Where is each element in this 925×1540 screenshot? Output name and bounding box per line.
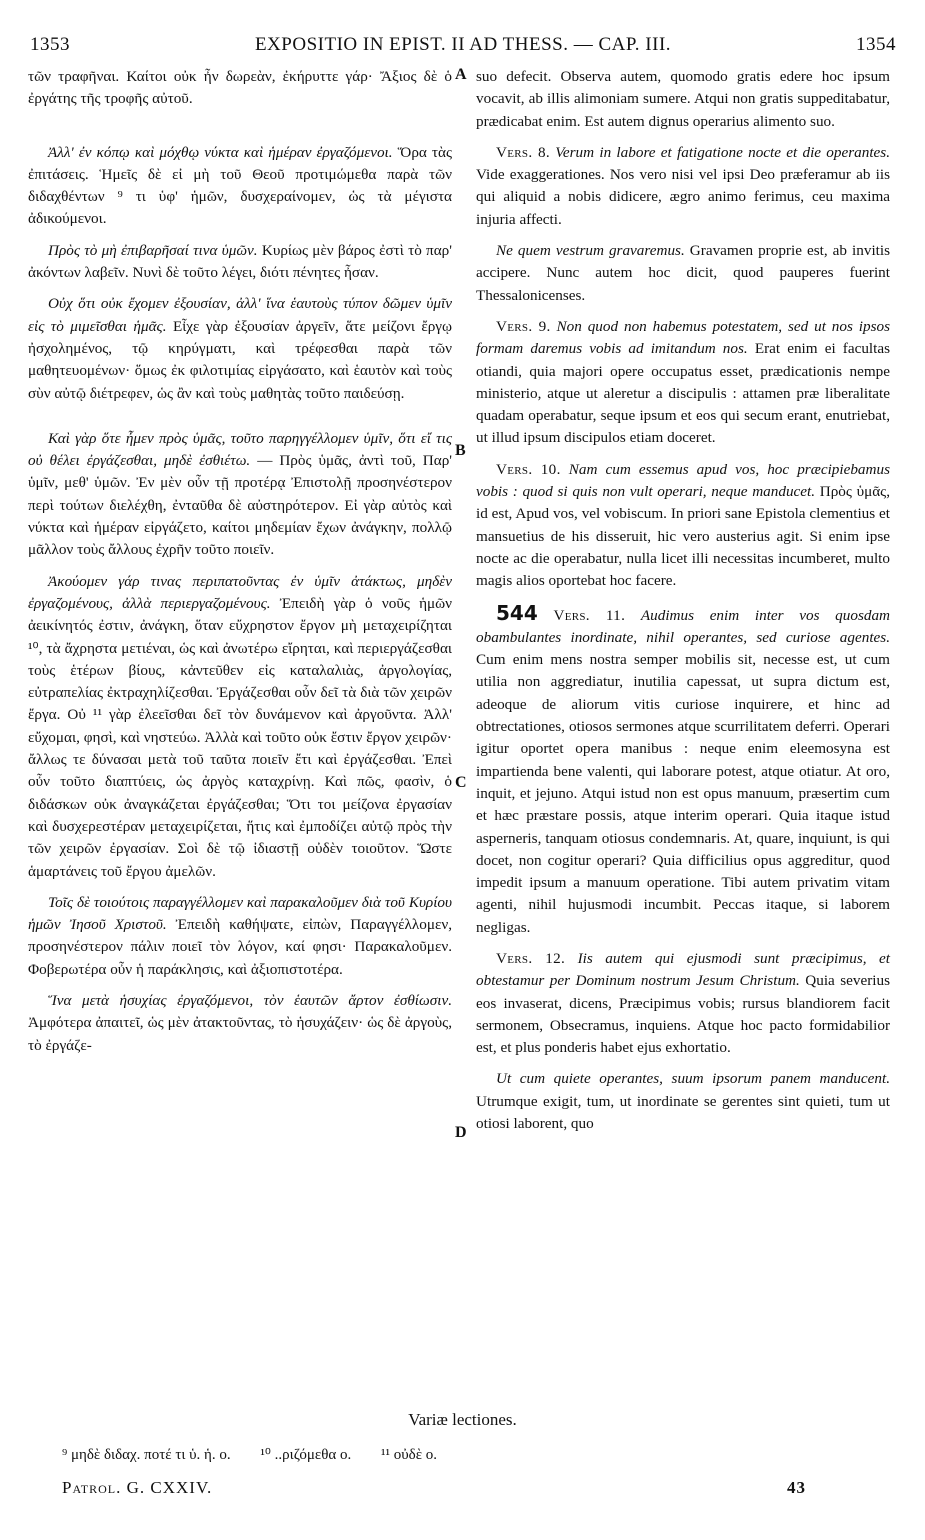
latin-commentary: Πρὸς ὑμᾶς, id est, Apud vos, vel vobiscum. In priori sane Epistola clementius et mansuetius de his disseruit, hic vero austerius agit. Si enim ipse nocte ac die operabatur, nulla licet illi necessitas incumberet, multo magis alios oportebat hoc facere. — [476, 483, 890, 590]
latin-paragraph — [476, 240, 890, 307]
latin-commentary: Gravamen proprie est, ab invitis accipere. Nunc autem hoc dicit, quod pauperes fuerint Thessalonicenses. — [476, 242, 891, 304]
greek-paragraph — [28, 892, 452, 981]
greek-commentary: Ὅρα τὰς ἐπιτάσεις. Ἡμεῖς δὲ εἰ μὴ τοῦ Θεοῦ προτιμώμεθα παρὰ τῶν διδαχθέντων ⁹ τι ὑφ' ἡμῶν, δυσχεραίνομεν, ὡς τὰ μέγιστα ἀδικούμενοι. — [28, 143, 453, 228]
greek-paragraph — [28, 571, 452, 883]
latin-commentary: Vide exaggerationes. Nos vero nisi vel ipsi Deo præferamur ab iis qui aliquid a nobis didicere, ægro animo ferimus, ceu maxima injuria affecti. — [476, 166, 890, 228]
verse-number: Vers. 10. — [496, 460, 561, 478]
latin-paragraph — [476, 316, 890, 450]
greek-paragraph — [28, 293, 452, 404]
verse-number: Vers. 12. — [496, 949, 566, 967]
latin-paragraph — [476, 142, 890, 231]
margin-letter-c: C — [455, 774, 467, 791]
right-column-number: 1354 — [856, 34, 896, 55]
margin-letter-a: A — [455, 66, 467, 83]
greek-commentary: Εἶχε γὰρ ἐξουσίαν ἀργεῖν, ἅτε μείζονι ἔργῳ ἠσχολημένος, τῷ κηρύγματι, καὶ τρέφεσθαι παρὰ τῶν μαθητευομένων· ὅμως ἐκ φιλοτιμίας εἰργάσατο, καὶ ἑαυτὸν καὶ τοὺς σὺν αὐτῷ διέτρεφεν, ὡς ἂν καὶ τοὺς μαθητὰς τοῦτο παιδεύσῃ. — [28, 317, 452, 402]
latin-commentary: Quia severius eos invaserat, dicens, Præcipimus vobis; rursus blandiorem facit sermonem, Obsecramus, inquiens. Atque hoc pacto formidabilior est, et plus ponderis habet ejus exhortatio. — [476, 972, 890, 1057]
latin-column — [476, 66, 890, 1144]
greek-paragraph: τῶν τραφῆναι. Καίτοι οὐκ ἦν δωρεὰν, ἐκήρυττε γάρ· Ἄξιος δὲ ὁ ἐργάτης τῆς τροφῆς αὐτοῦ. — [28, 68, 452, 108]
greek-lemma: Πρὸς τὸ μὴ ἐπιβαρῆσαί τινα ὑμῶν. — [48, 241, 258, 259]
latin-paragraph — [476, 948, 890, 1059]
greek-commentary: — Πρὸς ὑμᾶς, ἀντὶ τοῦ, Παρ' ὑμῖν, μεθ' ὑμῶν. Ἐν μὲν οὖν τῇ προτέρᾳ Ἐπιστολῇ προσηνέστερον περὶ τούτων διελέχθη, ἐνταῦθα δὲ αὐστηρότερον. Εἰ γὰρ αὐτὸς καὶ νύκτα καὶ ἡμέραν εἰργάζετο, καίτοι μηδεμίαν ἔχων ἀνάγκην, πολλῷ μᾶλλον τοὺς ἄλλους ἐχρῆν τοῦτο ποιεῖν. — [28, 452, 453, 559]
footnote: ¹⁰ ..ριζόμεθα ο. — [260, 1447, 352, 1463]
latin-lemma: Non quod non habemus potestatem, sed ut nos ipsos formam daremus vobis ad imitandum nos. — [476, 317, 891, 358]
greek-lemma: Καὶ γὰρ ὅτε ἦμεν πρὸς ὑμᾶς, τοῦτο παρηγγέλλομεν ὑμῖν, ὅτι εἴ τις οὐ θέλει ἐργάζεσθαι, μηδὲ ἐσθιέτω. — [28, 429, 452, 470]
variant-readings — [62, 1445, 882, 1464]
patrologia-volume: Patrol. G. CXXIV. — [62, 1478, 213, 1497]
greek-paragraph — [28, 240, 452, 285]
greek-commentary: Ἐπειδὴ γὰρ ὁ νοῦς ἡμῶν ἀεικίνητός ἐστιν, ἀνάγκη, ὅταν εὔχρηστον ἔργον μὴ μεταχειρίζηται ¹⁰, τὰ ἄχρηστα μετιέναι, ὡς καὶ ἀνωτέρω εἴρηται, καὶ περιεργάζεσθαι τοὺς ἑτέρων βίους, κἀντεῦθεν εἰς καταλαλιὰς, ἀργολογίας, εὐτραπελίας ἐκτραχηλίζεσθαι. Ἐργάζεσθαι οὖν δεῖ τὰ διὰ τῶν χειρῶν ἔργα. Οὐ ¹¹ γὰρ ἐλεεῖσθαι δεῖ τὸν δυνάμενον καὶ ἀργοῦντα. Ἀλλ' εὔχομαι, φησὶ, καὶ νηστεύω. Ἀλλὰ καὶ τοῦτο οὐκ ἔστιν ἔργον χειρῶν· ἄλλως τε δύνασαι μετὰ τοῦ ταῦτα ποιεῖν ἔτι καὶ ἐργάζεσθαι. Ἐπεὶ οὖν τοῦτο διαπτύεις, ὡς ἀργὸς καταχρίνῃ. Καὶ πῶς, φασὶν, ὁ διδάσκων οὐκ ἀναγκάζεται ἐργάζεσθαι; Ὅτι τοι μείζονα ἐργασίαν καὶ δυσχερεστέραν μεταχειρίζεται, ἥτις καὶ ἐμποδίζει αὐτῷ πρὸς τὴν τῶν χειρῶν ἐργασίαν. Σοὶ δὲ τῷ ἰδιαστῇ οὐδὲν τοιοῦτον. Ὥστε ἁμαρτάνεις τοῦ ἔργου ἀμελῶν. — [28, 594, 453, 880]
latin-paragraph — [476, 602, 890, 939]
footnote: ⁹ μηδὲ διδαχ. ποτέ τι ὑ. ἡ. ο. — [62, 1447, 231, 1463]
greek-lemma: Ἀκούομεν γάρ τινας περιπατοῦντας ἐν ὑμῖν ἀτάκτως, μηδὲν ἐργαζομένους, ἀλλὰ περιεργαζομένους. — [28, 572, 452, 612]
latin-commentary: Utrumque exigit, tum, ut inordinate se gerentes sint quieti, tum ut otiosi laborent, quo — [476, 1092, 890, 1133]
latin-paragraph — [476, 1068, 890, 1135]
verse-number: Vers. 11. — [553, 606, 626, 624]
footnote: ¹¹ οὐδὲ ο. — [381, 1447, 438, 1463]
margin-letter-b: B — [455, 442, 466, 459]
latin-lemma: Ut cum quiete operantes, suum ipsorum panem manducent. — [496, 1070, 890, 1088]
margin-letter-d: D — [455, 1124, 467, 1141]
page-header — [30, 34, 896, 58]
latin-lemma: Audimus enim inter vos quosdam obambulantes inordinate, nihil operantes, sed curiose agentes. — [476, 606, 891, 646]
greek-column — [28, 66, 452, 1066]
greek-commentary: Κυρίως μὲν βάρος ἐστὶ τὸ παρ' ἀκόντων λαβεῖν. Νυνὶ δὲ τοῦτο λέγει, διότι πένητες ἦσαν. — [28, 241, 452, 282]
greek-commentary: Ἐπειδὴ καθήψατε, εἰπὼν, Παραγγέλλομεν, προσηνέστερον πάλιν ποιεῖ τὸν λόγον, καί φησι· Παρακαλοῦμεν. Φοβερωτέρα οὖν ἡ παράκλησις, καὶ ἀξιοπιστοτέρα. — [28, 916, 452, 978]
variae-lectiones-title: Variæ lectiones. — [408, 1410, 517, 1429]
verse-number: Vers. 8. — [496, 143, 550, 161]
latin-lemma: Ne quem vestrum gravaremus. — [496, 242, 685, 260]
greek-lemma: Τοῖς δὲ τοιούτοις παραγγέλλομεν καὶ παρακαλοῦμεν διὰ τοῦ Κυρίου ἡμῶν Ἰησοῦ Χριστοῦ. — [28, 893, 452, 934]
greek-paragraph — [28, 428, 452, 562]
latin-lemma: Verum in labore et fatigatione nocte et die operantes. — [555, 143, 891, 161]
greek-paragraph — [28, 142, 452, 231]
latin-commentary: Cum enim mens nostra semper mobilis sit, necesse est, ut cum utilia non aggrediatur, inutilia capessat, ut supra dictum est, adeoque de aliorum vitis curiose inquirere, et hinc ad obtrectationes, otiosos sermones atque scurrilitatem deferri. Operari igitur oportet opera manibus : neque enim eleemosyna est impartienda bene valenti, qui laborare potest, atque otiatur. At oro, inquit, et jejuno. Atqui istud non est opus manuum, præsertim cum et hæc præstare possis, atque interim operari. Quia itaque istud asperneris, tanquam otiosus condemnaris. At, quare, inquiunt, is qui docet, non cogitur operari? Quia difficilius opus aggreditur, quod impedit ipsum a manuum operatione. Tibi autem privatim vitam agenti, nihil hujusmodi incumbit. Peccas itaque, si laborem negligas. — [476, 651, 890, 936]
greek-lemma: Οὐχ ὅτι οὐκ ἔχομεν ἐξουσίαν, ἀλλ' ἵνα ἑαυτοὺς τύπον δῶμεν ὑμῖν εἰς τὸ μιμεῖσθαι ἡμᾶς. — [28, 295, 452, 335]
latin-lemma: Nam cum essemus apud vos, hoc præcipiebamus vobis : quod si quis non vult operari, neque manducet. — [476, 460, 891, 501]
greek-lemma: Ἵνα μετὰ ἡσυχίας ἐργαζόμενοι, τὸν ἑαυτῶν ἄρτον ἐσθίωσιν. — [48, 991, 452, 1009]
verse-number: Vers. 9. — [496, 317, 551, 335]
greek-commentary: Ἀμφότερα ἀπαιτεῖ, ὡς μὲν ἀτακτοῦντας, τὸ ἡσυχάζειν· ὡς δὲ ἀργοὺς, τὸ ἐργάζε- — [28, 1014, 452, 1054]
signature-number: 43 — [787, 1478, 806, 1497]
latin-paragraph — [476, 459, 890, 593]
greek-lemma: Ἀλλ' ἐν κόπῳ καὶ μόχθῳ νύκτα καὶ ἡμέραν ἐργαζόμενοι. — [48, 143, 393, 161]
latin-lemma: Iis autem qui ejusmodi sunt præcipimus, et obtestamur per Dominum nostrum Jesum Christum. — [476, 949, 890, 990]
page-footer — [30, 1478, 896, 1504]
latin-paragraph: suo defecit. Observa autem, quomodo gratis edere hoc ipsum vocavit, ab illis alimoniam sumere. Atqui non gratis suppeditabatur, prædicabat enim. Est autem dignus operarius alimento suo. — [476, 68, 890, 130]
greek-paragraph — [28, 990, 452, 1057]
latin-commentary: Erat enim ei facultas otiandi, quia majori opere occupatus esset, prædicationis nempe ministerio, atque ut aleretur a discipulis : attamen præ liberalitate quadam operabatur, seque ipsum et eos qui secum erant, enutriebat, ut illud ipsum discipulos etiam doceret. — [476, 340, 890, 447]
left-column-number: 1353 — [30, 34, 70, 55]
migne-column-number: 544 — [496, 600, 538, 625]
running-title: EXPOSITIO IN EPIST. II AD THESS. — CAP. III. — [254, 34, 672, 55]
